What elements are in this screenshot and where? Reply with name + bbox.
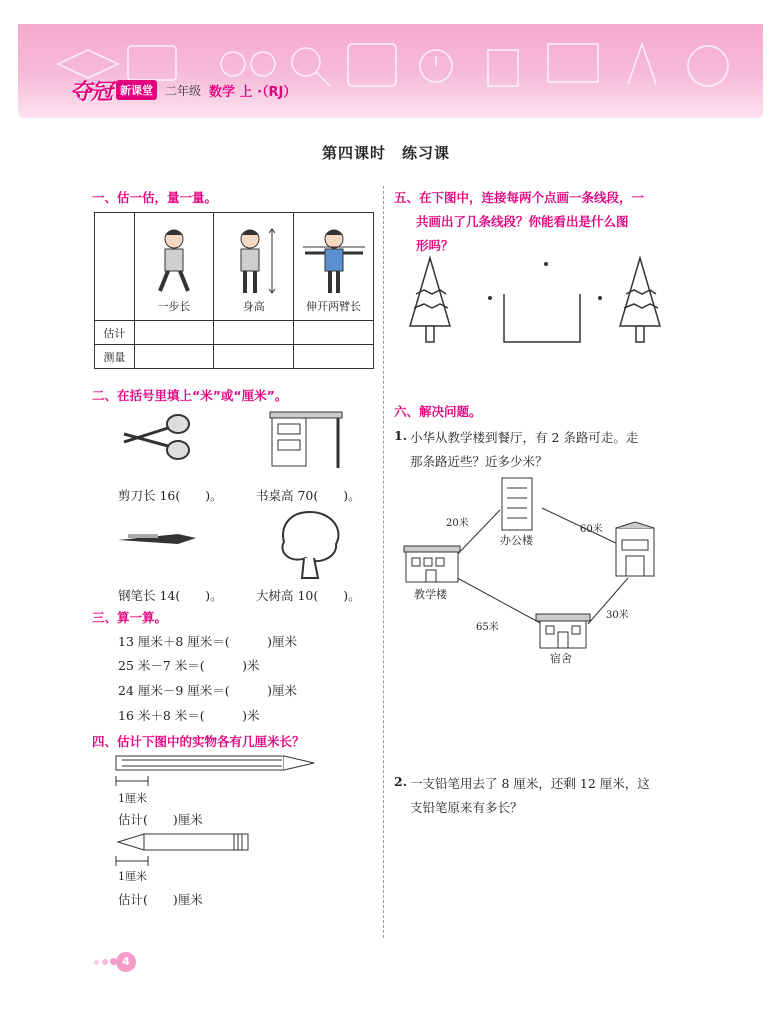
table-col-step: 一步长	[134, 213, 214, 321]
item-desk: 书桌高 70( )。	[256, 488, 361, 503]
canteen-building-icon	[616, 522, 654, 576]
brand-tag: 新课堂	[116, 80, 157, 100]
dorm-building-icon	[536, 614, 590, 648]
decor-dot	[94, 960, 99, 965]
q1-line1: 小华从教学楼到餐厅，有 2 条路可走。走	[410, 430, 639, 445]
section4-heading: 四、估计下图中的实物各有几厘米长？	[92, 734, 305, 749]
cell-input[interactable]	[294, 321, 374, 345]
distance-office-canteen: 60米	[580, 524, 603, 535]
q2-line2: 支铅笔原来有多长？	[410, 800, 523, 815]
section5-heading-3: 形吗？	[416, 238, 454, 253]
unit-label-1: 1厘米	[118, 792, 147, 805]
cell-input[interactable]	[134, 345, 214, 369]
brand-bar	[70, 76, 296, 104]
label-office: 办公楼	[500, 534, 533, 547]
distance-school-office: 20米	[446, 518, 469, 529]
row-label-measure: 测量	[95, 345, 135, 369]
point	[488, 296, 492, 300]
cup-icon	[488, 50, 518, 86]
answer-2: 估计( )厘米	[118, 892, 203, 907]
boy-arms-icon	[299, 225, 369, 295]
boy-height-icon	[226, 225, 282, 295]
answer-1: 估计( )厘米	[118, 812, 203, 827]
point	[544, 262, 548, 266]
distance-dorm-canteen: 30米	[606, 610, 629, 621]
distance-school-dorm: 65米	[476, 622, 499, 633]
page-number: 4	[116, 952, 136, 972]
cell-input[interactable]	[134, 321, 214, 345]
boy-step-icon	[146, 225, 202, 295]
cell-input[interactable]	[214, 345, 294, 369]
scissors-icon	[120, 412, 192, 462]
cell-input[interactable]	[294, 345, 374, 369]
brand-logo: 夺冠	[70, 79, 113, 105]
magnifier-icon	[292, 48, 320, 76]
section3-heading: 三、算一算。	[92, 610, 168, 625]
calc-1: 13 厘米＋8 厘米＝( )厘米	[118, 634, 298, 649]
label-dorm: 宿舍	[550, 652, 572, 665]
school-building-icon	[404, 546, 460, 582]
row-label-estimate: 估计	[95, 321, 135, 345]
tree-icon	[276, 508, 344, 580]
book-icon	[128, 46, 176, 80]
section5-heading-2: 共画出了几条线段？你能看出是什么图	[416, 214, 629, 229]
q2-line1: 一支铅笔用去了 8 厘米，还剩 12 厘米，这	[410, 776, 650, 791]
route-school-dorm	[450, 574, 542, 624]
table-corner	[95, 213, 135, 321]
compass-icon	[628, 44, 656, 84]
decor-dot	[102, 959, 108, 965]
subject-label: 数学 上 ·（RJ）	[209, 84, 297, 100]
section2-heading: 二、在括号里填上“米”或“厘米”。	[92, 388, 288, 403]
table-col-height: 身高	[214, 213, 294, 321]
globe-icon	[688, 46, 728, 86]
bag-icon	[348, 44, 396, 86]
figure-points	[404, 254, 684, 346]
calc-3: 24 厘米－9 厘米＝( )厘米	[118, 683, 298, 698]
pencil-2-icon	[114, 832, 254, 872]
office-building-icon	[502, 478, 532, 530]
calc-4: 16 米＋8 米＝( )米	[118, 708, 260, 723]
cell-input[interactable]	[214, 321, 294, 345]
tree-left-icon	[410, 258, 450, 342]
desk-icon	[268, 410, 344, 470]
label-school: 教学楼	[414, 588, 447, 601]
section6-heading: 六、解决问题。	[394, 404, 482, 419]
pencil-1-icon	[114, 754, 318, 794]
q1-number: 1.	[394, 428, 408, 443]
point	[598, 296, 602, 300]
unit-label-2: 1厘米	[118, 870, 147, 883]
section5-heading-1: 五、在下图中，连接每两个点画一条线段，一	[394, 190, 645, 205]
column-divider	[383, 186, 384, 938]
tree-right-icon	[620, 258, 660, 342]
notebook-icon	[548, 44, 598, 82]
section1-heading: 一、估一估，量一量。	[92, 190, 218, 205]
calc-2: 25 米－7 米＝( )米	[118, 658, 260, 673]
table-col-arms: 伸开两臂长	[294, 213, 374, 321]
item-tree: 大树高 10( )。	[256, 588, 361, 603]
route-map	[402, 474, 670, 666]
grade-label: 二年级	[165, 83, 202, 98]
item-pen: 钢笔长 14( )。	[118, 588, 223, 603]
pen-icon	[114, 528, 198, 550]
open-rectangle	[504, 294, 580, 342]
glasses-icon	[221, 52, 245, 76]
item-scissors: 剪刀长 16( )。	[118, 488, 223, 503]
page-title: 第四课时 练习课	[321, 144, 450, 162]
q1-line2: 那条路近些？近多少米？	[410, 454, 548, 469]
estimate-table	[94, 212, 374, 369]
q2-number: 2.	[394, 774, 408, 789]
